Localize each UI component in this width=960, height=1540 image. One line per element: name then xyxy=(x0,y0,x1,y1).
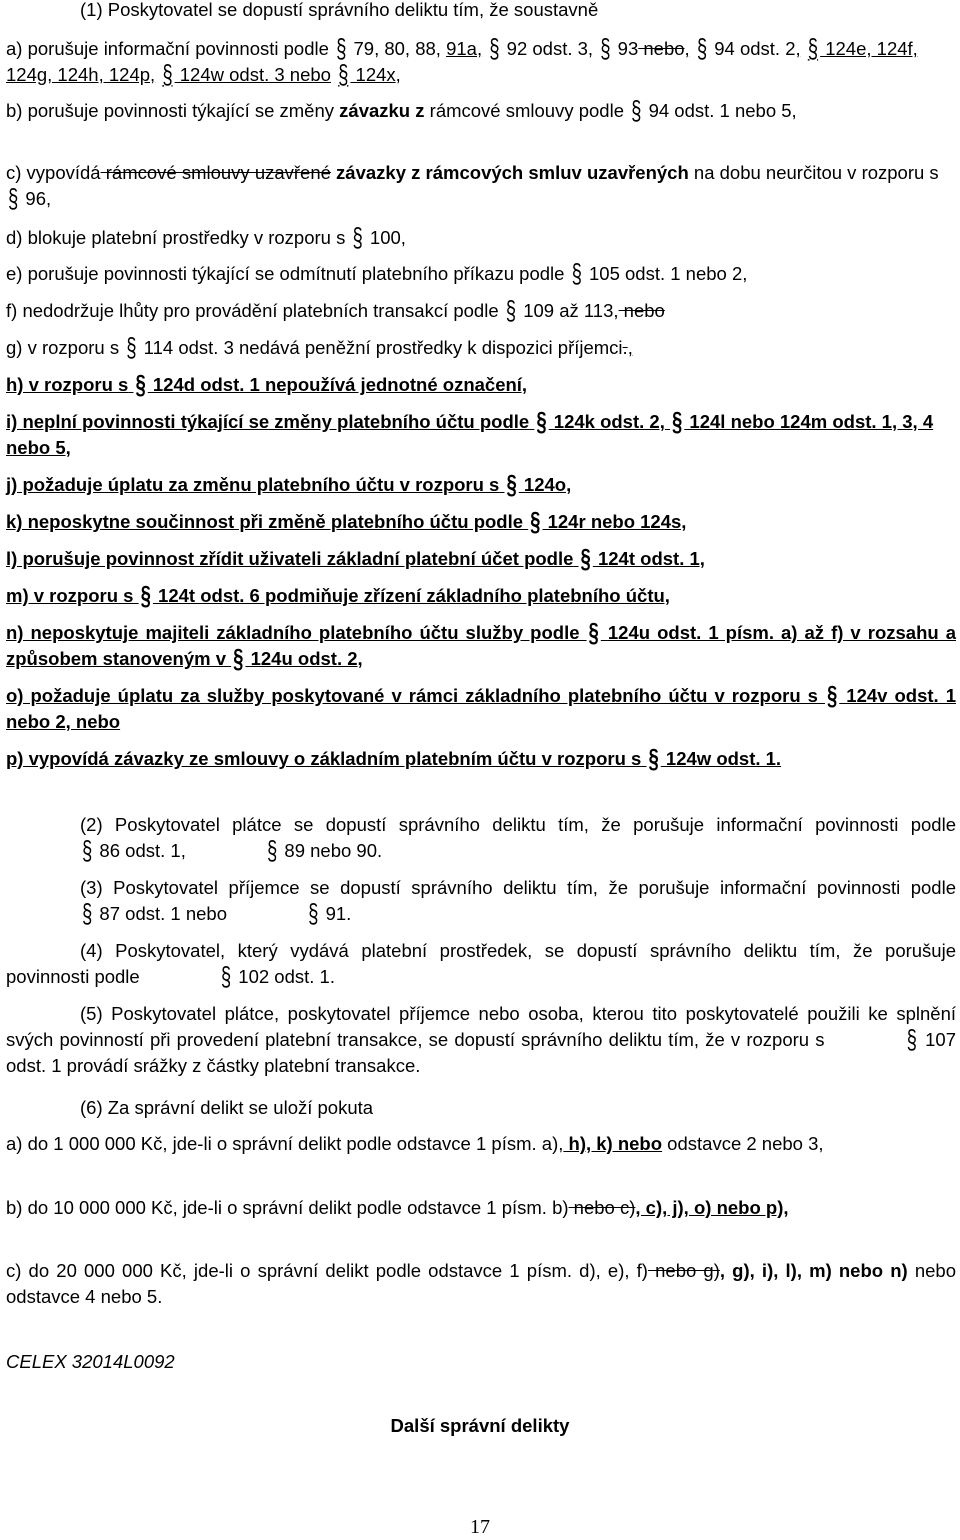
section-sign: § xyxy=(352,222,363,253)
section-sign: § xyxy=(82,898,93,929)
text-fragment: 124d odst. 1 nepoužívá jednotné označení, xyxy=(147,374,528,395)
section-sign: § xyxy=(826,680,838,711)
section-sign: § xyxy=(600,33,611,64)
text-fragment: , xyxy=(795,38,801,59)
section-sign: § xyxy=(536,406,547,437)
text-fragment: , g), i), l), m) nebo n) xyxy=(719,1260,908,1281)
text-fragment: 124v odst. 1 nebo 2, nebo xyxy=(6,685,956,732)
item-c xyxy=(6,160,956,212)
section-sign: § xyxy=(82,835,93,866)
text-fragment: m) v rozporu s xyxy=(6,585,134,606)
item-j xyxy=(6,469,956,500)
text-fragment: o) požaduje úplatu za služby poskytované v rámci základního platebního účtu v rozporu s xyxy=(6,685,818,706)
text-fragment: závazku z xyxy=(339,100,425,121)
text-fragment: 79, 80, 88, xyxy=(348,38,447,59)
celex-reference: CELEX 32014L0092 xyxy=(6,1351,175,1372)
item-p xyxy=(6,743,956,774)
text-fragment: 87 odst. 1 nebo xyxy=(94,903,227,924)
section-sign: § xyxy=(571,258,582,289)
text-fragment: 86 odst. 1, xyxy=(94,840,186,861)
text-fragment: 96, xyxy=(20,188,52,209)
text-fragment: 100, xyxy=(364,227,406,248)
text-fragment: 124x xyxy=(350,64,396,85)
text-fragment: 124t odst. 1, xyxy=(592,548,705,569)
text-fragment: a) porušuje informační povinnosti podle xyxy=(6,38,329,59)
text-fragment: b) porušuje povinnosti týkající se změny xyxy=(6,100,340,121)
text-fragment: rámcové smlouvy uzavřené xyxy=(100,162,331,183)
text-fragment: i) neplní povinnosti týkající se změny platebního účtu podle xyxy=(6,411,530,432)
text-fragment: na dobu neurčitou v rozporu s xyxy=(688,162,939,183)
text-fragment: závazky z rámcových smluv uzavřených xyxy=(330,162,689,183)
text-fragment: j) požaduje úplatu za změnu platebního účtu v rozporu s xyxy=(6,474,500,495)
fine-c xyxy=(6,1258,956,1310)
text-fragment: 91. xyxy=(320,903,352,924)
text-fragment: l) porušuje povinnost zřídit uživateli základní platební účet podle xyxy=(6,548,574,569)
text-fragment: 102 odst. 1. xyxy=(233,966,335,987)
item-d xyxy=(6,222,956,253)
text-fragment: (4) Poskytovatel, který vydává platební prostředek, se dopustí správního deliktu tím, že porušuje povinnosti podle xyxy=(6,940,956,987)
item-b xyxy=(6,95,956,126)
item-l xyxy=(6,543,956,574)
text-fragment: , xyxy=(627,337,633,358)
section-sign: § xyxy=(489,33,500,64)
section-sign: § xyxy=(631,95,642,126)
fine-b xyxy=(6,1195,956,1221)
section-sign: § xyxy=(588,617,599,648)
text-fragment: (1) Poskytovatel se dopustí správního deliktu tím, že soustavně xyxy=(80,0,599,20)
text-fragment: h) v rozporu s xyxy=(6,374,129,395)
item-g xyxy=(6,332,956,363)
item-i xyxy=(6,406,956,461)
text-fragment: (5) Poskytovatel plátce, poskytovatel příjemce nebo osoba, kterou tito poskytovatelé použili ke splnění svých povinností při provedení platební transakce, se dopustí správního deliktu tím, že v rozporu s xyxy=(6,1003,956,1050)
text-fragment: f) nedodržuje lhůty pro provádění platebních transakcí podle xyxy=(6,300,499,321)
section-sign: § xyxy=(126,332,137,363)
text-fragment: 107 odst. 1 provádí srážky z částky platební transakce. xyxy=(6,1029,956,1076)
text-fragment: 124w odst. 1. xyxy=(660,748,782,769)
section-sign: § xyxy=(506,469,517,500)
text-fragment: 124r nebo 124s, xyxy=(542,511,687,532)
text-fragment: odstavce 2 nebo 3, xyxy=(662,1133,824,1154)
section-sign: § xyxy=(135,369,146,400)
section-sign: § xyxy=(338,59,349,90)
text-fragment: 124t odst. 6 podmiňuje zřízení základního platebního účtu, xyxy=(152,585,670,606)
text-fragment: (6) Za správní delikt se uloží pokuta xyxy=(80,1097,374,1118)
text-fragment: (3) Poskytovatel příjemce se dopustí správního deliktu tím, že porušuje informační povinnosti podle xyxy=(80,877,956,898)
section-sign: § xyxy=(336,33,347,64)
text-fragment: h), k) nebo xyxy=(563,1133,663,1154)
text-fragment: (2) Poskytovatel plátce se dopustí správního deliktu tím, že porušuje informační povinnosti podle xyxy=(80,814,956,835)
text-fragment: 94 odst. 1 nebo 5, xyxy=(643,100,797,121)
text-fragment: 124l nebo 124m odst. 1, 3, 4 nebo 5, xyxy=(6,411,934,458)
paragraph-3 xyxy=(6,875,956,927)
section-sign: § xyxy=(233,643,244,674)
text-fragment: 94 odst. 2 xyxy=(709,38,796,59)
paragraph-5 xyxy=(6,1001,956,1079)
item-a xyxy=(6,33,956,90)
text-fragment: n) neposkytuje majiteli základního platebního účtu služby podle xyxy=(6,622,580,643)
text-fragment: 89 nebo 90. xyxy=(279,840,383,861)
section-sign: § xyxy=(505,295,517,326)
section-sign: § xyxy=(671,406,683,437)
paragraph-6 xyxy=(6,1095,956,1121)
paragraph-1-intro xyxy=(6,0,956,23)
section-heading: Další správní delikty xyxy=(390,1415,570,1436)
section-sign: § xyxy=(162,59,173,90)
text-fragment: 124u odst. 1 písm. a) až f) v rozsahu a způsobem stanoveným v xyxy=(6,622,957,669)
text-fragment: , xyxy=(395,64,401,85)
text-fragment: nebo g) xyxy=(647,1260,720,1281)
text-fragment: c) do 20 000 000 Kč, jde-li o správní delikt podle odstavce 1 písm. d), e), f) xyxy=(6,1260,648,1281)
text-fragment: nebo odstavce 4 nebo 5. xyxy=(6,1260,956,1307)
section-sign: § xyxy=(140,580,151,611)
section-sign: § xyxy=(530,506,541,537)
text-fragment: 124w odst. 3 nebo xyxy=(174,64,331,85)
text-fragment: nebo xyxy=(638,38,685,59)
text-fragment: 109 až 113, xyxy=(518,300,619,321)
text-fragment: 105 odst. 1 nebo 2, xyxy=(583,263,748,284)
text-fragment: g) v rozporu s xyxy=(6,337,120,358)
paragraph-2 xyxy=(6,812,956,864)
text-fragment: a) do 1 000 000 Kč, jde-li o správní delikt podle odstavce 1 písm. a), xyxy=(6,1133,564,1154)
text-fragment: k) neposkytne součinnost při změně platebního účtu podle xyxy=(6,511,524,532)
fine-a xyxy=(6,1131,956,1157)
text-fragment: nebo c) xyxy=(568,1197,636,1218)
text-fragment: e) porušuje povinnosti týkající se odmítnutí platebního příkazu podle xyxy=(6,263,565,284)
text-fragment: , c), j), o) nebo p), xyxy=(635,1197,789,1218)
section-sign: § xyxy=(308,898,319,929)
section-sign: § xyxy=(696,33,708,64)
text-fragment: rámcové smlouvy podle xyxy=(424,100,624,121)
section-sign: § xyxy=(580,543,591,574)
item-o xyxy=(6,680,956,735)
item-n xyxy=(6,617,957,674)
item-e xyxy=(6,258,956,289)
section-sign: § xyxy=(8,183,19,214)
text-fragment: 124o, xyxy=(518,474,572,495)
section-sign: § xyxy=(648,743,659,774)
text-fragment: c) vypovídá xyxy=(6,162,101,183)
text-fragment: 114 odst. 3 nedává peněžní prostředky k dispozici příjemci xyxy=(138,337,623,358)
item-m xyxy=(6,580,956,611)
text-fragment: 124u odst. 2, xyxy=(245,648,363,669)
text-fragment: 124e, 124f, 124g, 124h, 124p, xyxy=(6,38,918,85)
section-sign: § xyxy=(906,1024,917,1055)
text-fragment: 92 odst. 3, xyxy=(501,38,594,59)
text-fragment: 91a, xyxy=(446,38,483,59)
text-fragment: d) blokuje platební prostředky v rozporu s xyxy=(6,227,346,248)
item-f xyxy=(6,295,956,326)
text-fragment: nebo xyxy=(618,300,665,321)
text-fragment: b) do 10 000 000 Kč, jde-li o správní delikt podle odstavce 1 písm. b) xyxy=(6,1197,569,1218)
item-k xyxy=(6,506,956,537)
text-fragment: p) vypovídá závazky ze smlouvy o základním platebním účtu v rozporu s xyxy=(6,748,642,769)
text-fragment: . xyxy=(622,337,628,358)
section-sign: § xyxy=(220,961,232,992)
text-fragment: 93 xyxy=(612,38,639,59)
section-sign: § xyxy=(266,835,278,866)
item-h xyxy=(6,369,956,400)
section-sign: § xyxy=(807,33,819,64)
paragraph-4 xyxy=(6,938,956,990)
text-fragment: 124k odst. 2, xyxy=(548,411,665,432)
text-fragment: , xyxy=(684,38,690,59)
page-number: 17 xyxy=(470,1516,490,1538)
